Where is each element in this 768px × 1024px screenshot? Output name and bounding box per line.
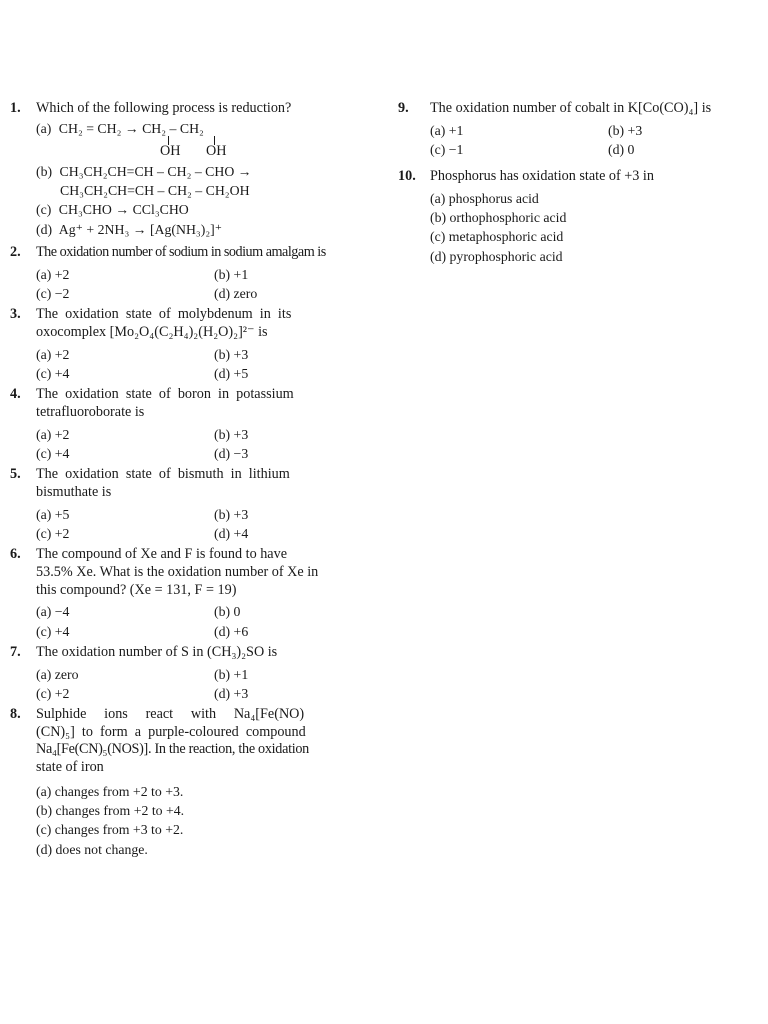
option-b-continued: CH₃CH₂CH=CH – CH₂ – CH₂OH — [60, 183, 250, 199]
stem-line: state of iron — [36, 759, 104, 776]
options-list — [430, 190, 758, 265]
question-number: 8. — [10, 705, 21, 722]
option-b[interactable]: (b) +1 — [214, 266, 249, 282]
option-d[interactable] — [36, 221, 367, 238]
option-c[interactable]: (c) −1 — [430, 141, 464, 157]
option-c[interactable]: (c) changes from +3 to +2. — [36, 822, 184, 838]
option-b[interactable]: (b) +3 — [214, 346, 249, 362]
options-grid — [36, 506, 367, 542]
option-b[interactable]: (b) +1 — [214, 666, 249, 682]
question-10 — [398, 168, 758, 267]
question-number: 1. — [10, 100, 21, 116]
hydroxyl-label: OH — [206, 142, 227, 159]
stem-line: (CN)₅] to form a purple-coloured compound — [36, 723, 306, 740]
option-c[interactable]: (c) +4 — [36, 445, 70, 461]
option-d[interactable]: (d) +5 — [214, 365, 249, 381]
option-label: (a) — [36, 120, 52, 136]
stem-line: bismuthate is — [36, 483, 112, 500]
question-body — [36, 706, 367, 860]
option-d[interactable]: (d) +6 — [214, 623, 249, 639]
question-stem — [36, 466, 367, 502]
option-b[interactable]: (b) +3 — [214, 426, 249, 442]
option-a[interactable]: (a) +2 — [36, 266, 70, 282]
option-d[interactable]: (d) 0 — [608, 141, 635, 157]
question-body — [36, 244, 367, 302]
stem-line: The oxidation state of boron in potassium — [36, 386, 294, 403]
option-b[interactable]: (b) +3 — [214, 506, 249, 522]
option-c[interactable] — [36, 201, 367, 218]
option-b[interactable]: (b) 0 — [214, 604, 241, 620]
question-8 — [10, 706, 367, 860]
option-b[interactable]: (b) orthophosphoric acid — [430, 210, 567, 226]
option-label: (d) — [36, 221, 53, 237]
question-body — [36, 100, 367, 240]
option-b[interactable]: (b) +3 — [608, 122, 643, 138]
question-body — [430, 168, 758, 267]
option-c[interactable]: (c) metaphosphoric acid — [430, 229, 564, 245]
stem-line: oxocomplex [Mo₂O₄(C₂H₄)₂(H₂O)₂]²⁻ is — [36, 323, 268, 340]
option-a[interactable]: (a) +2 — [36, 426, 70, 442]
option-a[interactable]: (a) +1 — [430, 122, 464, 138]
question-stem: Which of the following process is reduction? — [36, 100, 292, 116]
option-d[interactable]: (d) −3 — [214, 445, 249, 461]
options-grid — [36, 666, 367, 702]
question-number: 7. — [10, 643, 21, 660]
question-stem — [36, 706, 367, 777]
option-d[interactable]: (d) zero — [214, 285, 258, 301]
options-grid — [36, 266, 367, 302]
option-c[interactable]: (c) +2 — [36, 685, 70, 701]
option-text: Ag⁺ + 2NH₃ → [Ag(NH₃)₂]⁺ — [58, 221, 223, 237]
question-3 — [10, 306, 367, 382]
question-body — [430, 100, 758, 158]
question-body — [36, 386, 367, 462]
options-grid — [36, 346, 367, 382]
question-number: 10. — [398, 168, 416, 185]
question-stem: The oxidation number of sodium in sodium amalgam is — [36, 243, 326, 260]
option-text: CH₃CHO → CCl₃CHO — [58, 202, 189, 218]
option-c[interactable]: (c) −2 — [36, 285, 70, 301]
option-c[interactable]: (c) +4 — [36, 365, 70, 381]
option-a[interactable]: (a) phosphorus acid — [430, 190, 539, 206]
option-a[interactable]: (a) zero — [36, 666, 79, 682]
options-grid — [36, 426, 367, 462]
option-a[interactable]: (a) changes from +2 to +3. — [36, 783, 184, 799]
option-d[interactable]: (d) +3 — [214, 685, 249, 701]
options-list — [36, 783, 367, 858]
option-c[interactable]: (c) +4 — [36, 623, 70, 639]
hydroxyl-groups — [36, 139, 367, 161]
option-text: CH₂ = CH₂ → CH₂ – CH₂ — [58, 120, 204, 136]
stem-line: this compound? (Xe = 131, F = 19) — [36, 581, 237, 598]
stem-line: tetrafluoroborate is — [36, 403, 145, 420]
stem-line: Sulphide ions react with Na₄[Fe(NO) — [36, 705, 305, 722]
option-text: CH₃CH₂CH=CH – CH₂ – CHO → — [59, 163, 252, 179]
option-a[interactable]: (a) −4 — [36, 604, 70, 620]
question-stem — [36, 306, 367, 342]
question-stem — [36, 386, 367, 422]
question-number: 4. — [10, 386, 21, 403]
stem-line: The oxidation state of bismuth in lithium — [36, 466, 290, 483]
question-stem: The oxidation number of S in (CH₃)₂SO is — [36, 643, 278, 660]
question-number: 9. — [398, 100, 409, 116]
stem-line: The oxidation state of molybdenum in its — [36, 306, 292, 323]
option-d[interactable]: (d) +4 — [214, 525, 249, 541]
question-body — [36, 306, 367, 382]
option-a[interactable]: (a) +2 — [36, 346, 70, 362]
question-9 — [398, 100, 758, 158]
question-body — [36, 546, 367, 640]
stem-line: The compound of Xe and F is found to have — [36, 546, 287, 563]
question-4 — [10, 386, 367, 462]
question-number: 6. — [10, 546, 21, 563]
question-body — [36, 644, 367, 702]
option-c[interactable]: (c) +2 — [36, 525, 70, 541]
question-stem: Phosphorus has oxidation state of +3 in — [430, 168, 654, 185]
right-column — [398, 100, 758, 271]
stem-line: 53.5% Xe. What is the oxidation number of Xe in — [36, 563, 319, 580]
question-body — [36, 466, 367, 542]
option-a[interactable]: (a) +5 — [36, 506, 70, 522]
question-number: 5. — [10, 466, 21, 483]
options-grid — [36, 603, 367, 639]
stem-line: Na₄[Fe(CN)₅(NOS)]. In the reaction, the oxidation — [36, 741, 309, 758]
question-2 — [10, 244, 367, 302]
left-column — [10, 100, 367, 864]
question-stem — [36, 546, 367, 599]
question-1 — [10, 100, 367, 240]
option-b[interactable]: (b) changes from +2 to +4. — [36, 803, 185, 819]
option-label: (c) — [36, 202, 52, 218]
question-number: 3. — [10, 306, 21, 323]
option-d[interactable]: (d) does not change. — [36, 841, 148, 857]
question-number: 2. — [10, 243, 21, 260]
options-grid — [430, 122, 758, 158]
question-5 — [10, 466, 367, 542]
option-d[interactable]: (d) pyrophosphoric acid — [430, 248, 563, 264]
question-7 — [10, 644, 367, 702]
hydroxyl-label: OH — [160, 142, 181, 159]
option-a[interactable] — [36, 120, 367, 137]
question-stem: The oxidation number of cobalt in K[Co(CO)₄] is — [430, 100, 712, 116]
question-6 — [10, 546, 367, 640]
option-b[interactable] — [36, 163, 367, 180]
option-label: (b) — [36, 163, 53, 179]
